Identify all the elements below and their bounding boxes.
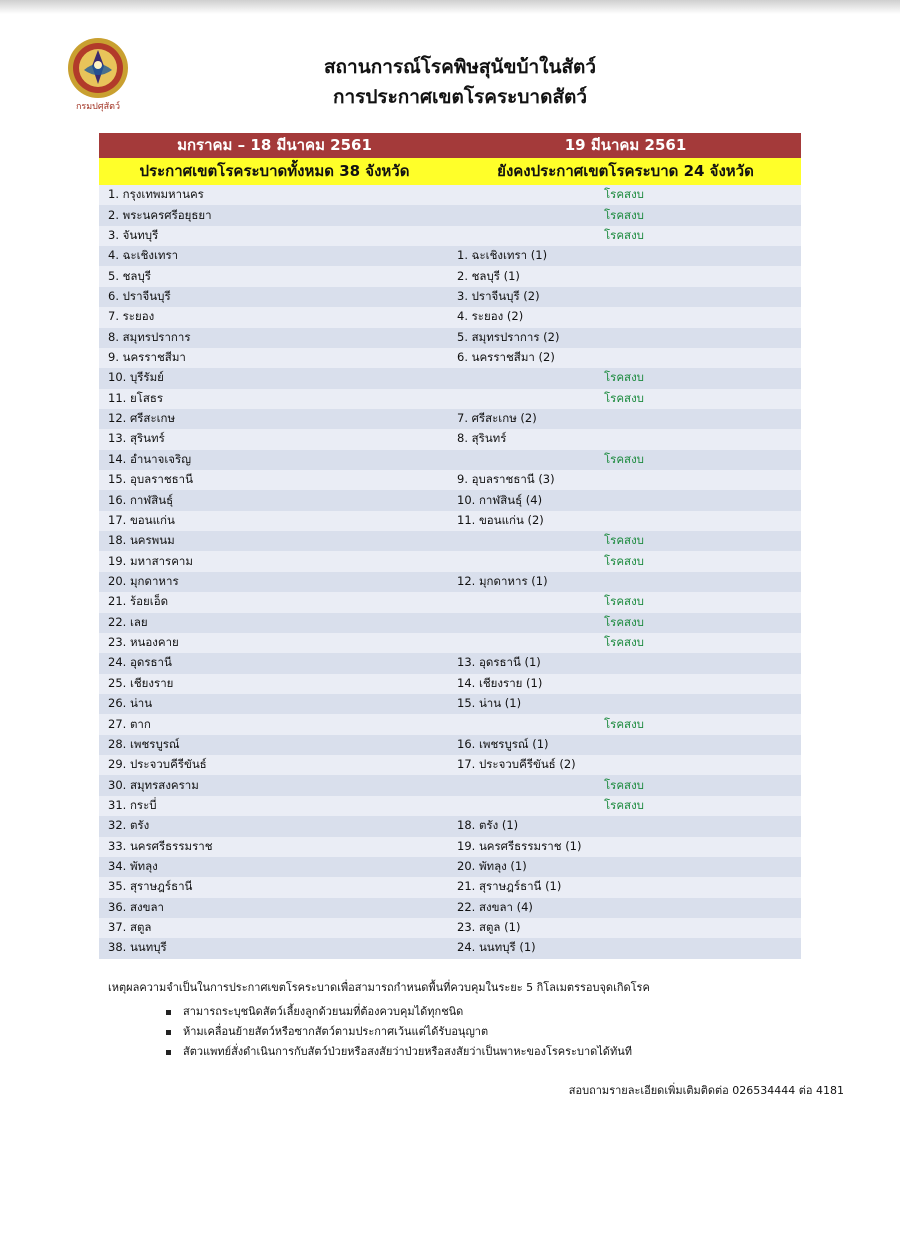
- province-cell: 26. น่าน: [108, 696, 153, 711]
- table-row: [99, 185, 801, 205]
- title-line-2: การประกาศเขตโรคระบาดสัตว์: [332, 86, 588, 108]
- province-cell: 2. พระนครศรีอยุธยา: [108, 207, 212, 222]
- bullet-text: สามารถระบุชนิดสัตว์เลี้ยงลูกด้วยนมที่ต้องควบคุมได้ทุกชนิด: [183, 1005, 464, 1018]
- table-row: [99, 470, 801, 490]
- outbreak-table: [99, 133, 801, 959]
- province-cell: 33. นครศรีธรรมราช: [108, 838, 213, 853]
- bullet-list: [108, 1002, 868, 1062]
- table-row: [99, 735, 801, 755]
- table-row: [99, 551, 801, 571]
- province-cell: 14. อำนาจเจริญ: [108, 451, 192, 466]
- status-cell: โรคสงบ: [604, 533, 644, 548]
- current-cell: 24. นนทบุรี (1): [457, 940, 536, 955]
- table-row: [99, 246, 801, 266]
- logo-caption: กรมปศุสัตว์: [75, 102, 121, 112]
- table-row: [99, 490, 801, 510]
- table-row: [99, 653, 801, 673]
- table-row: [99, 205, 801, 225]
- province-cell: 32. ตรัง: [108, 818, 150, 833]
- current-cell: 19. นครศรีธรรมราช (1): [457, 838, 582, 853]
- bullet-square-icon: [166, 1010, 171, 1015]
- bullet-text: ห้ามเคลื่อนย้ายสัตว์หรือซากสัตว์ตามประกาศเว้นแต่ได้รับอนุญาต: [183, 1025, 489, 1038]
- current-cell: 12. มุกดาหาร (1): [457, 574, 548, 588]
- province-cell: 7. ระยอง: [108, 309, 155, 324]
- table-row: [99, 877, 801, 897]
- bullet-item: [166, 1002, 868, 1022]
- province-cell: 31. กระบี่: [108, 797, 157, 812]
- contact-info: สอบถามรายละเอียดเพิ่มเติมติดต่อ 026534444 ต่อ 4181: [568, 1084, 844, 1097]
- status-cell: โรคสงบ: [604, 716, 644, 731]
- current-cell: 14. เชียงราย (1): [457, 675, 543, 690]
- bullet-item: [166, 1022, 868, 1042]
- table-row: [99, 226, 801, 246]
- table-row: [99, 287, 801, 307]
- title-line-1: สถานการณ์โรคพิษสุนัขบ้าในสัตว์: [323, 56, 597, 78]
- page-title: [250, 52, 670, 112]
- table-row: [99, 775, 801, 795]
- province-cell: 29. ประจวบคีรีขันธ์: [108, 757, 207, 772]
- province-cell: 22. เลย: [108, 614, 148, 629]
- table-row: [99, 328, 801, 348]
- table-row: [99, 755, 801, 775]
- current-cell: 5. สมุทรปราการ (2): [457, 329, 560, 344]
- province-cell: 27. ตาก: [108, 716, 151, 731]
- current-cell: 9. อุบลราชธานี (3): [457, 472, 555, 487]
- table-row: [99, 266, 801, 286]
- current-cell: 4. ระยอง (2): [457, 309, 524, 324]
- province-cell: 1. กรุงเทพมหานคร: [108, 187, 204, 202]
- province-cell: 13. สุรินทร์: [108, 431, 165, 446]
- status-cell: โรคสงบ: [604, 635, 644, 650]
- province-cell: 4. ฉะเชิงเทรา: [108, 248, 179, 263]
- current-cell: 13. อุดรธานี (1): [457, 655, 541, 670]
- period-left: มกราคม – 18 มีนาคม 2561: [177, 136, 372, 154]
- province-cell: 5. ชลบุรี: [108, 268, 151, 283]
- notes-section: [108, 980, 868, 1062]
- status-cell: โรคสงบ: [604, 370, 644, 385]
- table-row: [99, 714, 801, 734]
- province-cell: 35. สุราษฎร์ธานี: [108, 879, 193, 894]
- current-cell: 18. ตรัง (1): [457, 818, 519, 833]
- current-cell: 3. ปราจีนบุรี (2): [457, 288, 540, 303]
- status-cell: โรคสงบ: [604, 614, 644, 629]
- top-shadow: [0, 0, 900, 14]
- current-cell: 11. ขอนแก่น (2): [457, 512, 544, 527]
- current-cell: 23. สตูล (1): [457, 920, 521, 935]
- table-row: [99, 796, 801, 816]
- province-cell: 28. เพชรบูรณ์: [108, 736, 180, 751]
- province-cell: 15. อุบลราชธานี: [108, 472, 193, 487]
- table-row: [99, 918, 801, 938]
- bullet-text: สัตวแพทย์สั่งดำเนินการกับสัตว์ป่วยหรือสงสัยว่าป่วยหรือสงสัยว่าเป็นพาหะของโรคระบาดได้ทันที: [183, 1045, 632, 1058]
- current-cell: 21. สุราษฎร์ธานี (1): [457, 879, 562, 894]
- bullet-square-icon: [166, 1030, 171, 1035]
- table-row: [99, 531, 801, 551]
- reason-text: เหตุผลความจำเป็นในการประกาศเขตโรคระบาดเพื่อสามารถกำหนดพื้นที่ควบคุมในระยะ 5 กิโลเมตรรอบจุดเกิดโรค: [108, 981, 650, 994]
- status-cell: โรคสงบ: [604, 227, 644, 242]
- table-row: [99, 348, 801, 368]
- table-row: [99, 837, 801, 857]
- province-cell: 17. ขอนแก่น: [108, 512, 175, 527]
- province-cell: 8. สมุทรปราการ: [108, 329, 191, 344]
- current-cell: 17. ประจวบคีรีขันธ์ (2): [457, 757, 576, 772]
- province-cell: 9. นครราชสีมา: [108, 350, 186, 365]
- heading-left: ประกาศเขตโรคระบาดทั้งหมด 38 จังหวัด: [139, 162, 410, 180]
- province-cell: 19. มหาสารคาม: [108, 553, 193, 568]
- current-cell: 7. ศรีสะเกษ (2): [457, 411, 537, 426]
- current-cell: 10. กาฬสินธุ์ (4): [457, 492, 543, 507]
- table-row: [99, 307, 801, 327]
- province-cell: 11. ยโสธร: [108, 390, 164, 405]
- status-cell: โรคสงบ: [604, 187, 644, 202]
- column-header: [99, 158, 801, 185]
- table-row: [99, 694, 801, 714]
- table-row: [99, 389, 801, 409]
- period-header: [99, 133, 801, 158]
- heading-right: ยังคงประกาศเขตโรคระบาด 24 จังหวัด: [497, 162, 754, 180]
- province-cell: 12. ศรีสะเกษ: [108, 411, 176, 426]
- table-body: [99, 185, 801, 959]
- status-cell: โรคสงบ: [604, 207, 644, 222]
- table-row: [99, 633, 801, 653]
- province-cell: 23. หนองคาย: [108, 635, 179, 650]
- province-cell: 21. ร้อยเอ็ด: [108, 594, 169, 609]
- table-row: [99, 592, 801, 612]
- province-cell: 6. ปราจีนบุรี: [108, 288, 171, 303]
- province-cell: 18. นครพนม: [108, 533, 175, 548]
- period-right: 19 มีนาคม 2561: [564, 136, 687, 154]
- table-row: [99, 572, 801, 592]
- table-row: [99, 368, 801, 388]
- department-logo-icon: [64, 36, 132, 112]
- province-cell: 10. บุรีรัมย์: [108, 370, 164, 385]
- bullet-item: [166, 1042, 868, 1062]
- current-cell: 15. น่าน (1): [457, 696, 522, 711]
- province-cell: 34. พัทลุง: [108, 859, 158, 874]
- province-cell: 3. จันทบุรี: [108, 227, 159, 242]
- current-cell: 2. ชลบุรี (1): [457, 268, 520, 283]
- status-cell: โรคสงบ: [604, 451, 644, 466]
- status-cell: โรคสงบ: [604, 797, 644, 812]
- table-row: [99, 613, 801, 633]
- province-cell: 16. กาฬสินธุ์: [108, 492, 174, 507]
- table-row: [99, 898, 801, 918]
- current-cell: 1. ฉะเชิงเทรา (1): [457, 248, 548, 263]
- province-cell: 20. มุกดาหาร: [108, 574, 179, 588]
- current-cell: 22. สงขลา (4): [457, 899, 533, 914]
- current-cell: 16. เพชรบูรณ์ (1): [457, 736, 549, 751]
- province-cell: 24. อุดรธานี: [108, 655, 172, 670]
- current-cell: 6. นครราชสีมา (2): [457, 350, 555, 365]
- status-cell: โรคสงบ: [604, 390, 644, 405]
- table-row: [99, 429, 801, 449]
- table-row: [99, 938, 801, 958]
- table-row: [99, 511, 801, 531]
- current-cell: 20. พัทลุง (1): [457, 859, 527, 874]
- table-row: [99, 816, 801, 836]
- table-row: [99, 409, 801, 429]
- province-cell: 30. สมุทรสงคราม: [108, 777, 199, 792]
- table-row: [99, 674, 801, 694]
- table-row: [99, 450, 801, 470]
- province-cell: 38. นนทบุรี: [108, 940, 167, 955]
- bullet-square-icon: [166, 1050, 171, 1055]
- province-cell: 36. สงขลา: [108, 899, 164, 914]
- status-cell: โรคสงบ: [604, 777, 644, 792]
- current-cell: 8. สุรินทร์: [457, 431, 507, 446]
- province-cell: 25. เชียงราย: [108, 675, 174, 690]
- province-cell: 37. สตูล: [108, 920, 152, 935]
- table-row: [99, 857, 801, 877]
- status-cell: โรคสงบ: [604, 553, 644, 568]
- status-cell: โรคสงบ: [604, 594, 644, 609]
